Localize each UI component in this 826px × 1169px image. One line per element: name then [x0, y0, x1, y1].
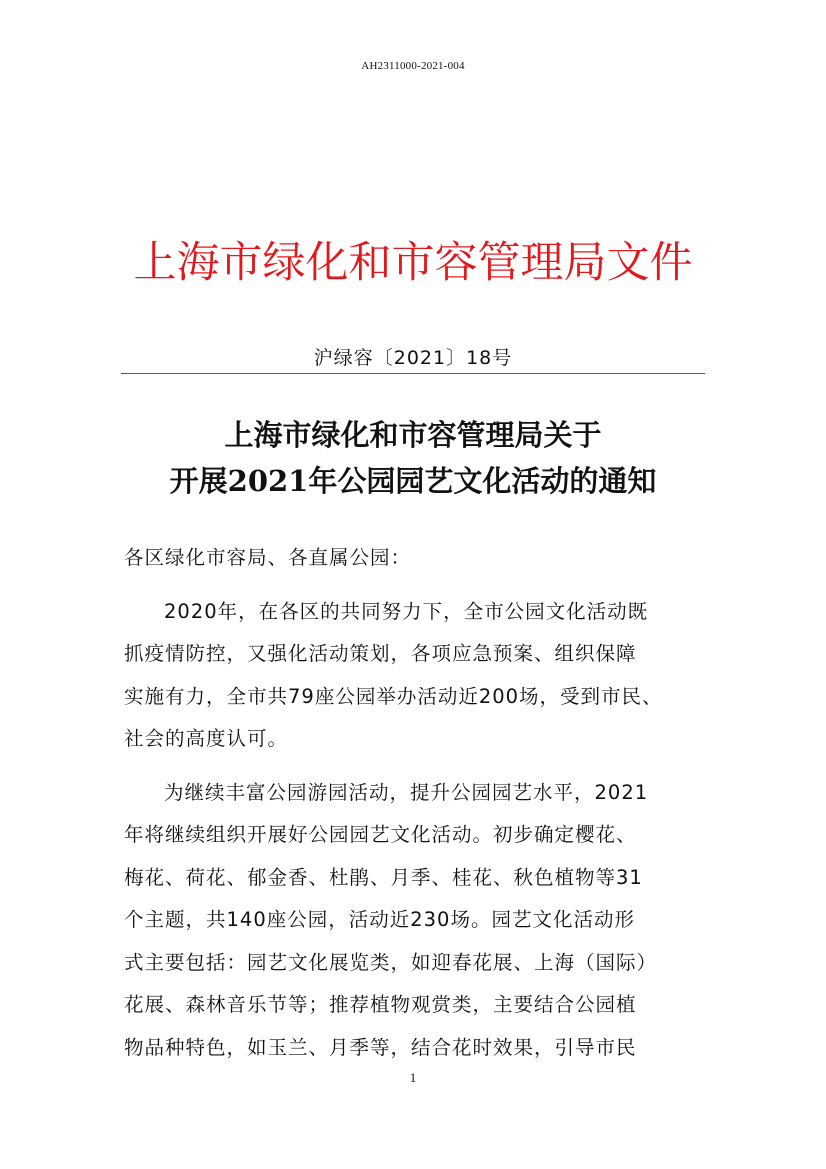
red-divider — [121, 373, 705, 374]
paragraph-line: 2020年，在各区的共同努力下，全市公园文化活动既 — [164, 599, 649, 623]
page-number: 1 — [409, 1070, 417, 1085]
paragraph-line: 式主要包括：园艺文化展览类，如迎春花展、上海（国际） — [124, 950, 658, 974]
paragraph-line: 年将继续组织开展好公园园艺文化活动。初步确定樱花、 — [124, 823, 637, 846]
paragraph-line: 为继续丰富公园游园活动，提升公园园艺水平，2021 — [164, 780, 649, 804]
paragraph-line: 梅花、荷花、郁金香、杜鹃、月季、桂花、秋色植物等31 — [124, 865, 643, 889]
document-title — [0, 412, 826, 504]
paragraph-line: 社会的高度认可。 — [124, 727, 289, 750]
paragraph-line: 物品种特色，如玉兰、月季等，结合花时效果，引导市民 — [124, 1035, 637, 1059]
paragraph-line: 实施有力，全市共79座公园举办活动近200场，受到市民、 — [124, 684, 663, 708]
paragraph-line: 抓疫情防控，又强化活动策划，各项应急预案、组织保障 — [124, 642, 637, 665]
red-letterhead: 上海市绿化和市容管理局文件 — [133, 238, 693, 288]
title-line: 开展2021年公园园艺文化活动的通知 — [169, 464, 657, 498]
title-line: 上海市绿化和市容管理局关于 — [224, 418, 602, 452]
document-number: 沪绿容〔2021〕18号 — [313, 347, 513, 369]
paragraph-line: 花展、森林音乐节等；推荐植物观赏类，主要结合公园植 — [124, 993, 637, 1016]
salutation: 各区绿化市容局、各直属公园： — [124, 546, 412, 569]
paragraph-line: 个主题，共140座公园，活动近230场。园艺文化活动形 — [124, 908, 635, 931]
document-body — [124, 537, 714, 1069]
document-code: AH2311000-2021-004 — [361, 60, 465, 72]
